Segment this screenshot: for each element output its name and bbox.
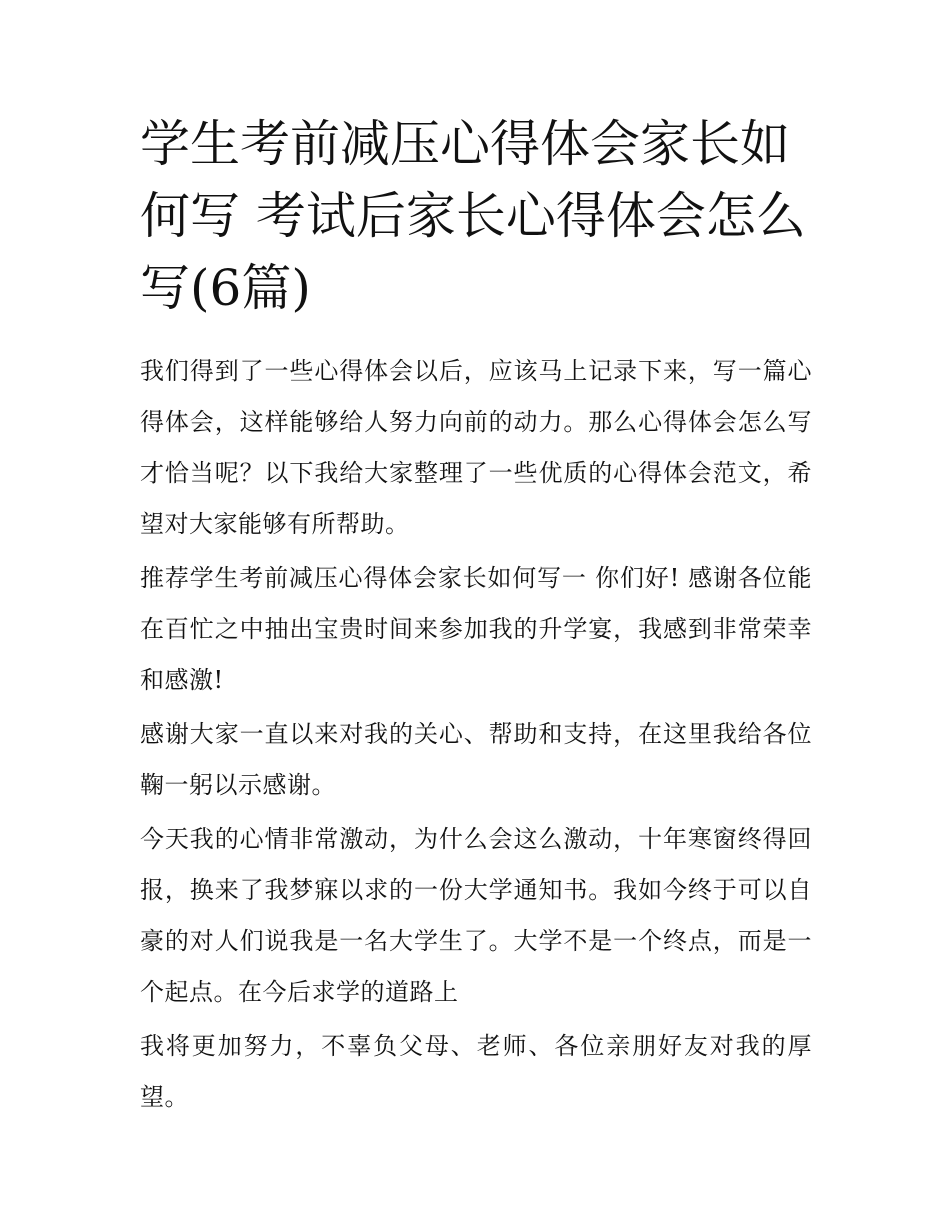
paragraph-thanks: 感谢大家一直以来对我的关心、帮助和支持，在这里我给各位鞠一躬以示感谢。 — [140, 720, 812, 799]
document-content — [140, 108, 812, 1126]
paragraph-promise: 我将更加努力，不辜负父母、老师、各位亲朋好友对我的厚望。 — [140, 1032, 812, 1111]
document-title: 学生考前减压心得体会家长如何写 考试后家长心得体会怎么写(6篇) — [140, 115, 806, 317]
paragraph-intro: 我们得到了一些心得体会以后，应该马上记录下来，写一篇心得体会，这样能够给人努力向前的动力。那么心得体会怎么写才恰当呢？以下我给大家整理了一些优质的心得体会范文，希望对大家能够有所帮助。 — [140, 357, 812, 538]
document-body — [140, 346, 812, 1123]
paragraph-today: 今天我的心情非常激动，为什么会这么激动，十年寒窗终得回报，换来了我梦寐以求的一份大学通知书。我如今终于可以自豪的对人们说我是一名大学生了。大学不是一个终点，而是一个起点。在今后求学的道路上 — [140, 825, 812, 1006]
paragraph-recommend: 推荐学生考前减压心得体会家长如何写一 你们好! 感谢各位能在百忙之中抽出宝贵时间来参加我的升学宴，我感到非常荣幸和感激! — [140, 564, 812, 694]
